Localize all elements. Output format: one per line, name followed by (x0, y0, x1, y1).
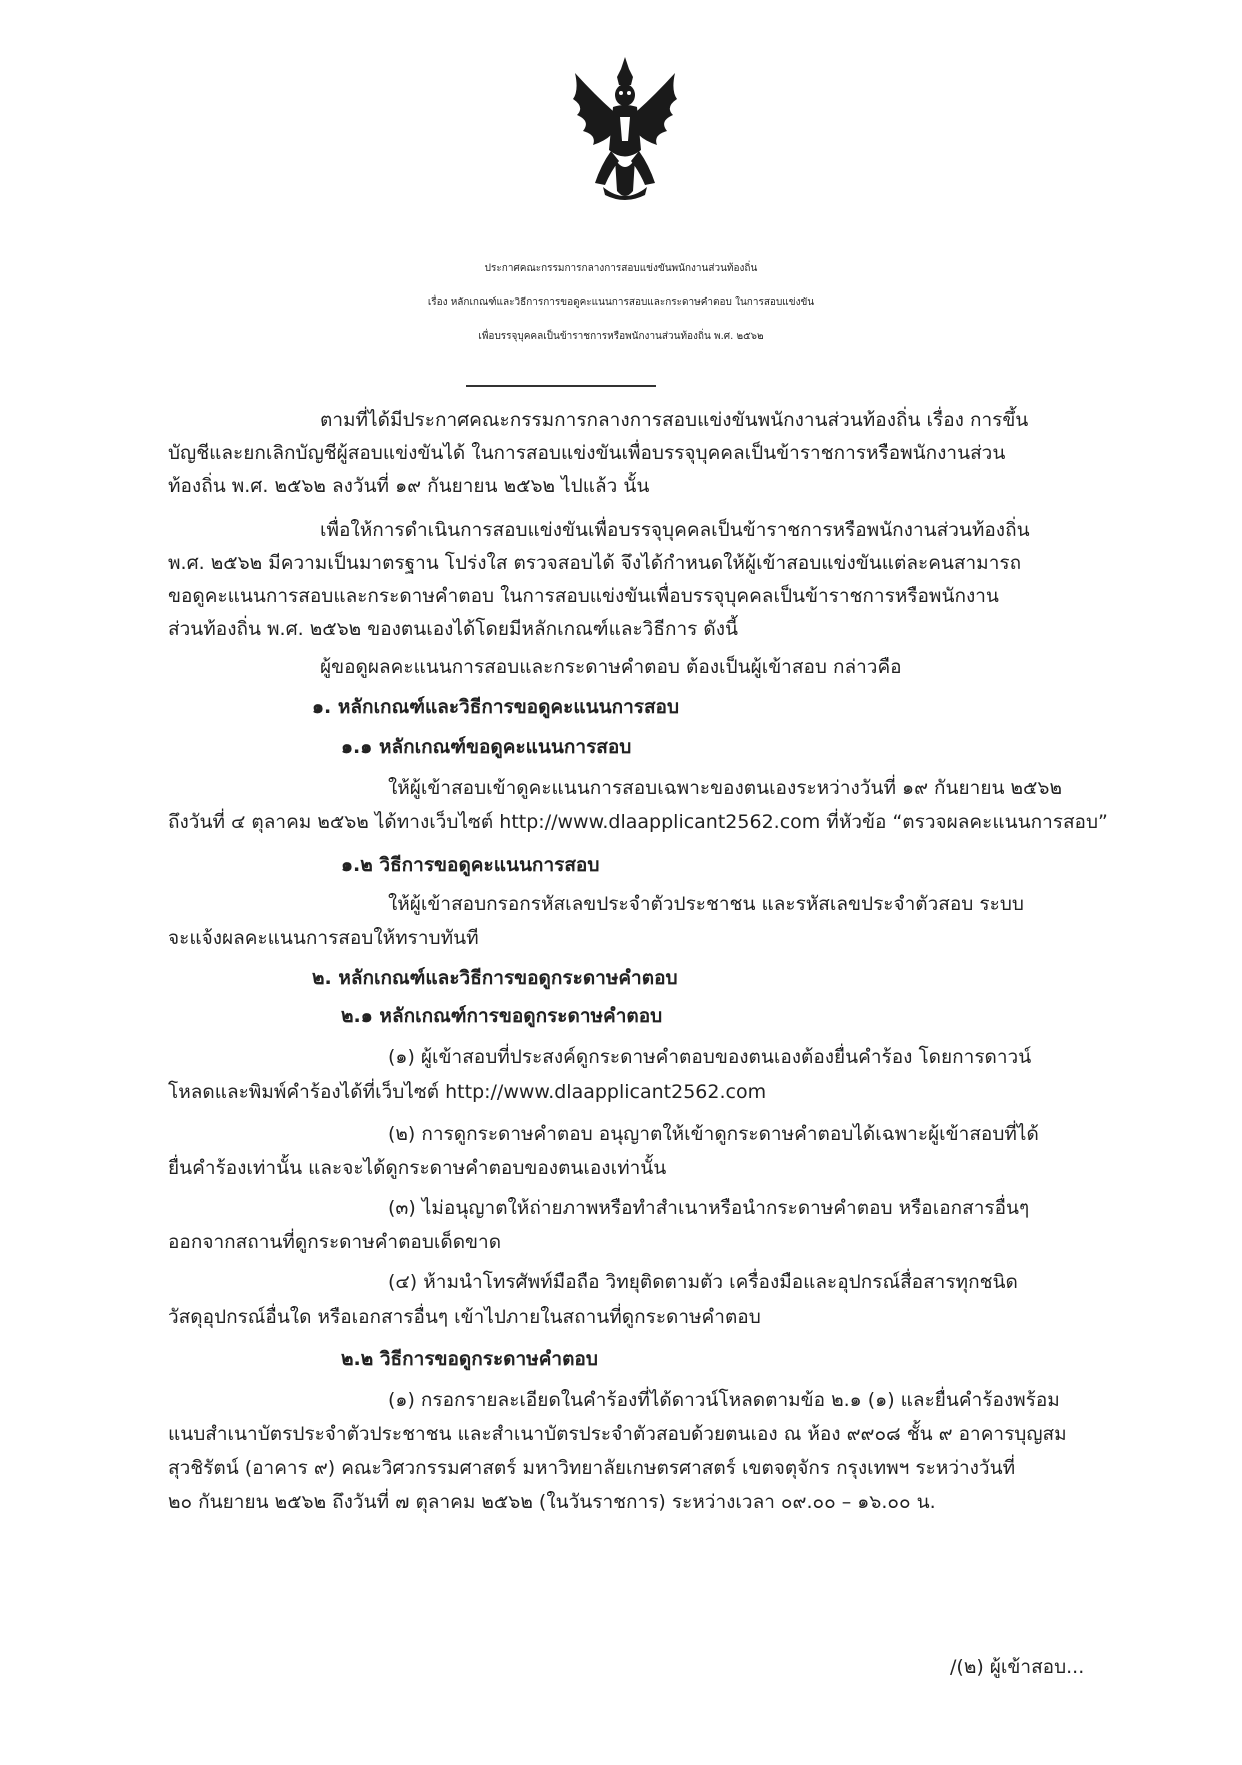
intro-p1-line-3: ท้องถิ่น พ.ศ. ๒๕๖๒ ลงวันที่ ๑๙ กันยายน ๒๕๖๒ ไปแล้ว นั้น (168, 475, 650, 497)
section-2-2-heading: ๒.๒ วิธีการขอดูกระดาษคำตอบ (341, 1348, 598, 1370)
intro-p2-line-3: ขอดูคะแนนการสอบและกระดาษคำตอบ ในการสอบแข่งขันเพื่อบรรจุบุคคลเป็นข้าราชการหรือพนักงาน (168, 585, 999, 607)
section-2-1-item-3-line-2: ออกจากสถานที่ดูกระดาษคำตอบเด็ดขาด (168, 1231, 502, 1253)
section-2-1-heading: ๒.๑ หลักเกณฑ์การขอดูกระดาษคำตอบ (341, 1005, 663, 1027)
section-1-2-line-1: ให้ผู้เข้าสอบกรอกรหัสเลขประจำตัวประชาชน และรหัสเลขประจำตัวสอบ ระบบ (388, 893, 1024, 915)
section-2-2-line-2: แนบสำเนาบัตรประจำตัวประชาชน และสำเนาบัตรประจำตัวสอบด้วยตนเอง ณ ห้อง ๙๙๐๘ ชั้น ๙ อาคารบุญสม (168, 1423, 1067, 1445)
section-2-1-item-4-line-1: (๔) ห้ามนำโทรศัพท์มือถือ วิทยุติดตามตัว เครื่องมือและอุปกรณ์สื่อสารทุกชนิด (388, 1271, 1018, 1293)
intro-p2-line-4: ส่วนท้องถิ่น พ.ศ. ๒๕๖๒ ของตนเองได้โดยมีหลักเกณฑ์และวิธีการ ดังนี้ (168, 618, 738, 640)
intro-p2-line-1: เพื่อให้การดำเนินการสอบแข่งขันเพื่อบรรจุบุคคลเป็นข้าราชการหรือพนักงานส่วนท้องถิ่น (320, 519, 1030, 541)
section-2-1-item-2-line-1: (๒) การดูกระดาษคำตอบ อนุญาตให้เข้าดูกระดาษคำตอบได้เฉพาะผู้เข้าสอบที่ได้ (388, 1123, 1039, 1145)
section-1-1-line-1: ให้ผู้เข้าสอบเข้าดูคะแนนการสอบเฉพาะของตนเองระหว่างวันที่ ๑๙ กันยายน ๒๕๖๒ (388, 777, 1062, 799)
section-2-1-item-1-line-1: (๑) ผู้เข้าสอบที่ประสงค์ดูกระดาษคำตอบของตนเองต้องยื่นคำร้อง โดยการดาวน์ (388, 1046, 1032, 1068)
intro-p1-line-1: ตามที่ได้มีประกาศคณะกรรมการกลางการสอบแข่งขันพนักงานส่วนท้องถิ่น เรื่อง การขึ้น (320, 409, 1029, 431)
page-continuation: /(๒) ผู้เข้าสอบ... (950, 1656, 1085, 1678)
title-line-2: เรื่อง หลักเกณฑ์และวิธีการการขอดูคะแนนการสอบและกระดาษคำตอบ ในการสอบแข่งขัน (427, 297, 815, 308)
section-2-2-line-4: ๒๐ กันยายน ๒๕๖๒ ถึงวันที่ ๗ ตุลาคม ๒๕๖๒ (ในวันราชการ) ระหว่างเวลา ๐๙.๐๐ – ๑๖.๐๐ น. (168, 1491, 936, 1513)
section-1-1-heading: ๑.๑ หลักเกณฑ์ขอดูคะแนนการสอบ (341, 736, 632, 758)
section-2-2-line-3: สุวชิรัตน์ (อาคาร ๙) คณะวิศวกรรมศาสตร์ มหาวิทยาลัยเกษตรศาสตร์ เขตจตุจักร กรุงเทพฯ ระหว่างวันที่ (168, 1457, 1016, 1479)
title-divider (466, 385, 656, 387)
section-1-heading: ๑. หลักเกณฑ์และวิธีการขอดูคะแนนการสอบ (312, 696, 680, 718)
section-1-2-line-2: จะแจ้งผลคะแนนการสอบให้ทราบทันที (168, 927, 479, 949)
section-2-1-item-2-line-2: ยื่นคำร้องเท่านั้น และจะได้ดูกระดาษคำตอบของตนเองเท่านั้น (168, 1157, 667, 1179)
section-1-1-line-2: ถึงวันที่ ๔ ตุลาคม ๒๕๖๒ ได้ทางเว็บไซต์ http://www.dlaapplicant2562.com ที่หัวข้อ “ตรวจผลคะแนนการสอบ” (168, 811, 1108, 833)
section-2-1-item-3-line-1: (๓) ไม่อนุญาตให้ถ่ายภาพหรือทำสำเนาหรือนำกระดาษคำตอบ หรือเอกสารอื่นๆ (388, 1197, 1030, 1219)
section-1-2-heading: ๑.๒ วิธีการขอดูคะแนนการสอบ (341, 854, 600, 876)
section-2-2-line-1: (๑) กรอกรายละเอียดในคำร้องที่ได้ดาวน์โหลดตามข้อ ๒.๑ (๑) และยื่นคำร้องพร้อม (388, 1389, 1060, 1411)
intro-p1-line-2: บัญชีและยกเลิกบัญชีผู้สอบแข่งขันได้ ในการสอบแข่งขันเพื่อบรรจุบุคคลเป็นข้าราชการหรือพนักงานส่วน (168, 442, 1006, 464)
section-2-heading: ๒. หลักเกณฑ์และวิธีการขอดูกระดาษคำตอบ (312, 967, 678, 989)
section-2-1-item-4-line-2: วัสดุอุปกรณ์อื่นใด หรือเอกสารอื่นๆ เข้าไปภายในสถานที่ดูกระดาษคำตอบ (168, 1306, 761, 1328)
section-2-1-item-1-line-2: โหลดและพิมพ์คำร้องได้ที่เว็บไซต์ http://www.dlaapplicant2562.com (168, 1081, 767, 1103)
intro-p3: ผู้ขอดูผลคะแนนการสอบและกระดาษคำตอบ ต้องเป็นผู้เข้าสอบ กล่าวคือ (320, 656, 902, 678)
title-line-1: ประกาศคณะกรรมการกลางการสอบแข่งขันพนักงานส่วนท้องถิ่น (484, 263, 758, 274)
intro-p2-line-2: พ.ศ. ๒๕๖๒ มีความเป็นมาตรฐาน โปร่งใส ตรวจสอบได้ จึงได้กำหนดให้ผู้เข้าสอบแข่งขันแต่ละคนสามารถ (168, 552, 1022, 574)
garuda-emblem-icon (565, 55, 685, 205)
title-line-3: เพื่อบรรจุบุคคลเป็นข้าราชการหรือพนักงานส่วนท้องถิ่น พ.ศ. ๒๕๖๒ (478, 331, 764, 342)
